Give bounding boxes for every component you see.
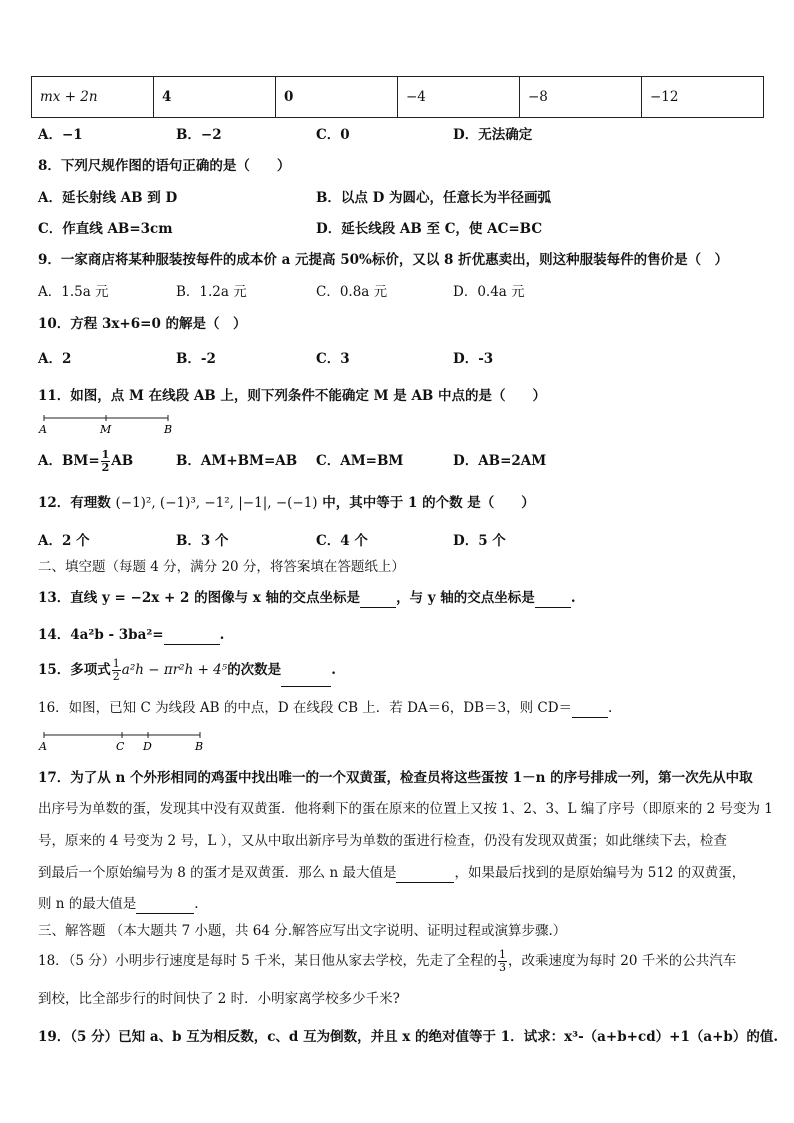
option-a-prefix: A．BM= [38, 453, 100, 469]
point-label-c: C [116, 740, 125, 753]
q12-option-b: B．3 个 [176, 533, 229, 549]
point-label-b: B [195, 740, 204, 753]
q12-option-a: A．2 个 [38, 533, 90, 549]
q17-line-2: 出序号为单数的蛋，发现其中没有双黄蛋．他将剩下的蛋在原来的位置上又按 1、2、3、L 编了序号（即原来的 2 号变为 1 [38, 801, 773, 817]
point-label-a: A [39, 740, 47, 753]
q9-option-d: D．0.4a 元 [453, 284, 525, 300]
q12-stem [38, 494, 535, 512]
answer-blank[interactable] [164, 626, 220, 645]
q17-line-1: 17．为了从 n 个外形相同的鸡蛋中找出唯一的一个双黄蛋，检查员将这些蛋按 1－n 的序号排成一列，第一次先从中取 [38, 770, 753, 786]
answer-blank[interactable] [535, 589, 571, 608]
q17-line-5 [38, 895, 199, 914]
q13-middle: ，与 y 轴的交点坐标是 [396, 590, 535, 606]
q12-prefix: 12．有理数 [38, 495, 111, 511]
point-label-m: M [100, 423, 112, 436]
answer-blank[interactable] [572, 699, 608, 718]
point-label-b: B [164, 423, 173, 436]
q11-segment-figure [36, 413, 186, 437]
q12-suffix: 中，其中等于 1 的个数 是（ ） [322, 495, 535, 511]
q9-option-c: C．0.8a 元 [316, 284, 388, 300]
q7-option-d: D．无法确定 [453, 127, 533, 143]
answer-blank[interactable] [281, 654, 331, 687]
fraction [101, 449, 111, 474]
q11-option-b: B．AM+BM=AB [176, 453, 298, 469]
q18-line-1 [38, 945, 736, 977]
q15-end: . [331, 662, 336, 678]
q10-option-b: B．-2 [176, 351, 216, 367]
q18-suffix: ，改乘速度为每时 20 千米的公共汽车 [507, 953, 737, 969]
q14-prefix: 14．4a²b - 3ba²= [38, 627, 164, 643]
table-row [32, 77, 764, 118]
fraction [498, 949, 507, 974]
q12-option-d: D．5 个 [453, 533, 506, 549]
q13-prefix: 13．直线 y = −2x + 2 的图像与 x 轴的交点坐标是 [38, 590, 361, 606]
fraction-numerator: 1 [101, 448, 110, 461]
table-cell: 4 [154, 77, 276, 118]
q14-end: . [219, 627, 225, 643]
q9-option-b: B．1.2a 元 [176, 284, 247, 300]
answer-blank[interactable] [136, 895, 194, 914]
section-2-heading: 二、填空题（每题 4 分，满分 20 分，将答案填在答题纸上） [38, 559, 405, 575]
q8-option-a: A．延长射线 AB 到 D [38, 190, 178, 206]
q11-option-a [38, 446, 133, 476]
q7-option-b: B．−2 [176, 127, 222, 143]
q15-stem [38, 654, 336, 687]
q8-option-d: D．延长线段 AB 至 C，使 AC=BC [316, 221, 543, 237]
answer-blank[interactable] [396, 864, 454, 883]
q16-end: . [608, 700, 613, 716]
q8-option-b: B．以点 D 为圆心，任意长为半径画弧 [316, 190, 552, 206]
q17-line-4 [38, 864, 745, 883]
fraction-numerator: 1 [498, 948, 506, 961]
q7-option-a: A．−1 [38, 127, 83, 143]
q10-option-d: D．-3 [453, 351, 494, 367]
point-label-d: D [143, 740, 152, 753]
q14-stem [38, 626, 224, 645]
q15-prefix: 15．多项式 [38, 662, 111, 678]
option-a-suffix: AB [111, 453, 134, 469]
fraction [112, 658, 121, 683]
q12-expression: (−1)², (−1)³, −1², |−1|, −(−1) [115, 495, 318, 511]
fraction-denominator: 2 [112, 670, 120, 683]
table-cell: mx + 2n [32, 77, 154, 118]
q18-line-2: 到校，比全部步行的时间快了 2 时．小明家离学校多少千米? [38, 991, 400, 1007]
table-cell: −4 [398, 77, 520, 118]
q17-line-5-a: 则 n 的最大值是 [38, 896, 137, 912]
point-label-a: A [39, 423, 47, 436]
fraction-denominator: 3 [498, 961, 506, 974]
q11-option-d: D．AB=2AM [453, 453, 547, 469]
q18-prefix: 18．（5 分）小明步行速度是每时 5 千米，某日他从家去学校，先走了全程的 [38, 953, 497, 969]
fraction-numerator: 1 [112, 657, 120, 670]
q15-expression: a²h − πr²h + 4⁵ [121, 662, 228, 678]
fraction-denominator: 2 [101, 461, 110, 474]
q11-option-c: C．AM=BM [316, 453, 404, 469]
value-table [31, 76, 764, 118]
answer-blank[interactable] [360, 589, 396, 608]
q8-stem: 8．下列尺规作图的语句正确的是（ ） [38, 158, 291, 174]
q19-stem: 19．（5 分）已知 a、b 互为相反数，c、d 互为倒数，并且 x 的绝对值等于 1．试求：x³-（a+b+cd）+1（a+b）的值. [38, 1029, 779, 1045]
q16-text: 16．如图，已知 C 为线段 AB 的中点，D 在线段 CB 上．若 DA＝6，DB＝3，则 CD＝ [38, 700, 573, 716]
q8-option-c: C．作直线 AB=3cm [38, 221, 173, 237]
table-cell: 0 [276, 77, 398, 118]
table-cell: −8 [520, 77, 642, 118]
q17-line-5-b: . [194, 896, 199, 912]
q10-option-a: A．2 [38, 351, 72, 367]
section-3-heading: 三、解答题 （本大题共 7 小题，共 64 分.解答应写出文字说明、证明过程或演算步骤.） [38, 923, 567, 939]
q17-line-3: 号，原来的 4 号变为 2 号，L ），又从中取出新序号为单数的蛋进行检查，仍没有发现双黄蛋；如此继续下去，检查 [38, 833, 727, 849]
q17-line-4-a: 到最后一个原始编号为 8 的蛋才是双黄蛋．那么 n 最大值是 [38, 865, 397, 881]
q9-option-a: A．1.5a 元 [38, 284, 109, 300]
q10-option-c: C．3 [316, 351, 350, 367]
q13-stem [38, 589, 576, 608]
q10-stem: 10．方程 3x+6=0 的解是（ ） [38, 316, 247, 332]
table-cell: −12 [642, 77, 764, 118]
q12-option-c: C．4 个 [316, 533, 368, 549]
q16-segment-figure [36, 730, 216, 754]
q16-stem [38, 699, 612, 718]
q7-option-c: C．0 [316, 127, 350, 143]
q17-line-4-b: ，如果最后找到的是原始编号为 512 的双黄蛋， [454, 865, 746, 881]
q11-stem: 11．如图，点 M 在线段 AB 上，则下列条件不能确定 M 是 AB 中点的是（ ） [38, 388, 547, 404]
q15-suffix: 的次数是 [227, 662, 282, 678]
q9-stem: 9．一家商店将某种服装按每件的成本价 a 元提高 50%标价，又以 8 折优惠卖出，则这种服装每件的售价是（ ） [38, 252, 729, 268]
q13-end: . [570, 590, 576, 606]
